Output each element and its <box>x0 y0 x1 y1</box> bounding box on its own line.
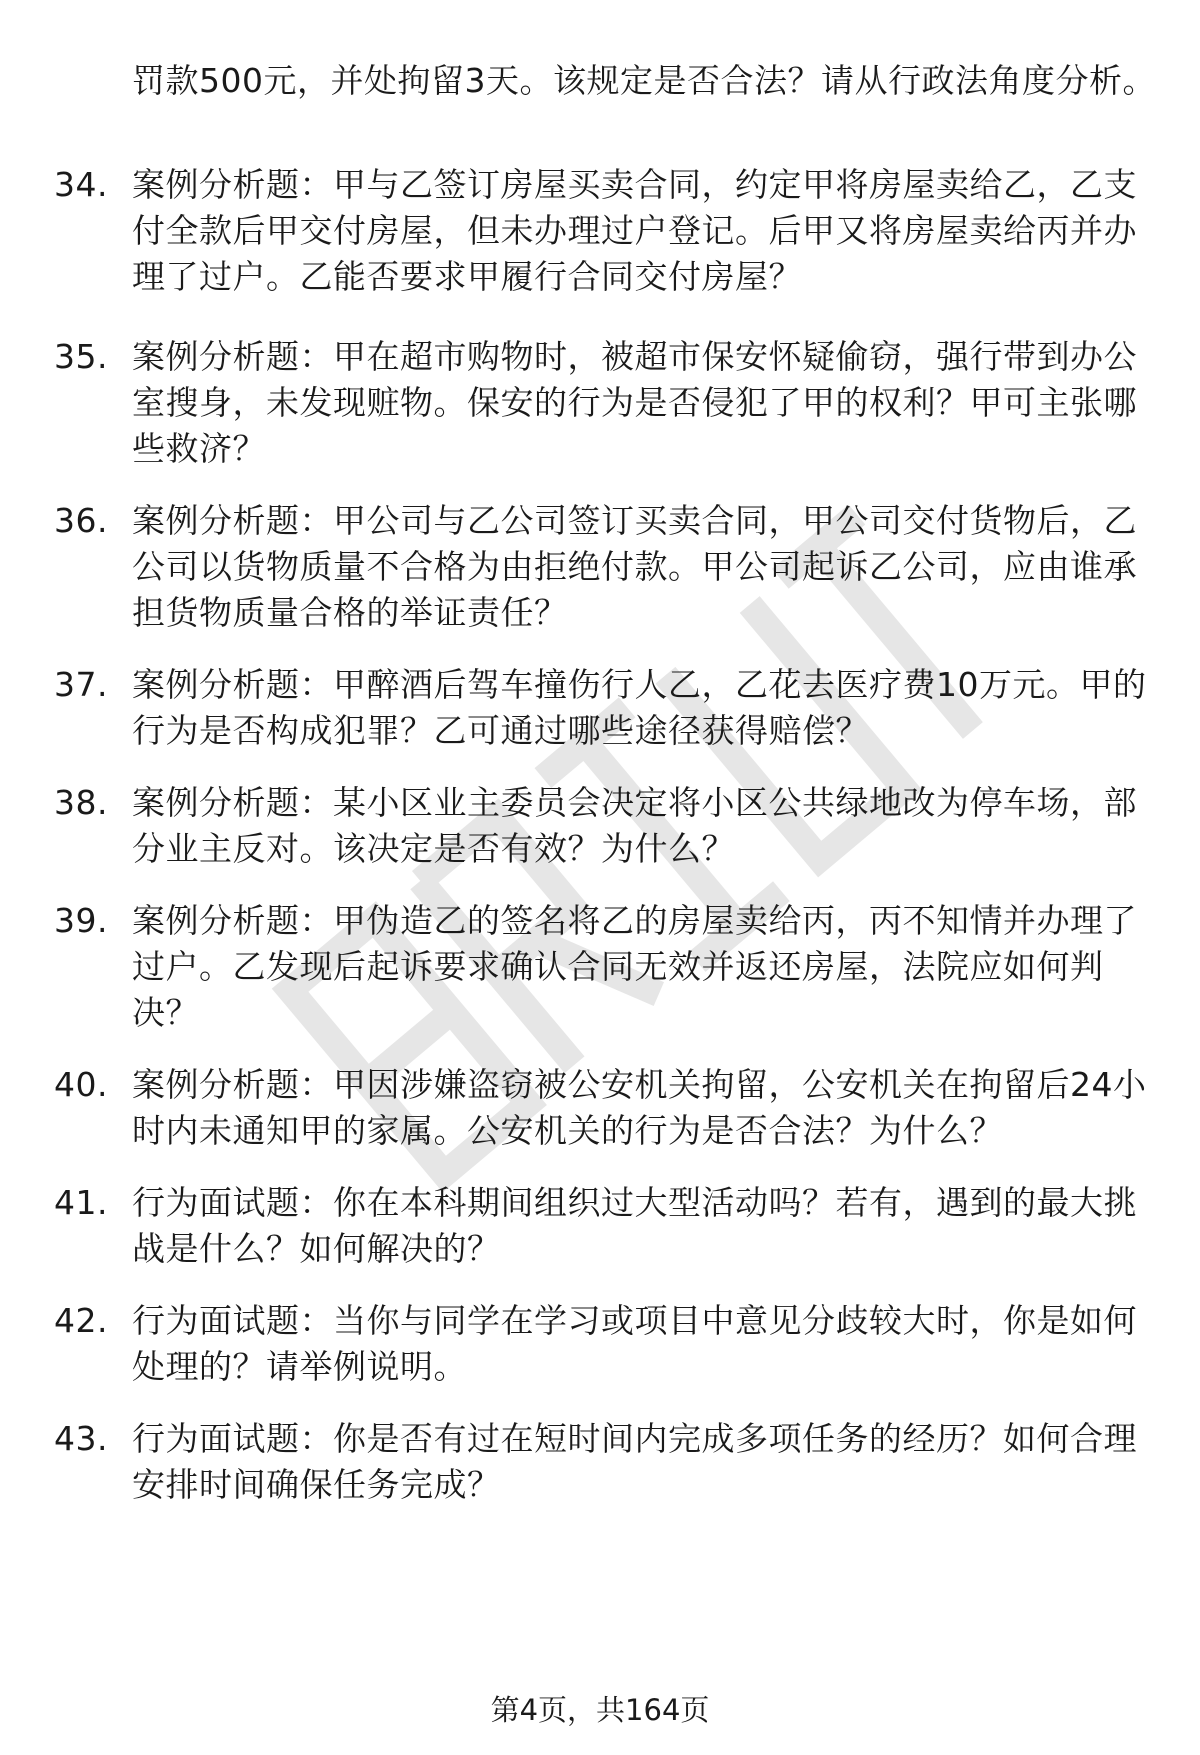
question-item <box>54 162 1164 300</box>
question-number: 39. <box>54 901 108 940</box>
question-text: 行为面试题：你在本科期间组织过大型活动吗？若有，遇到的最大挑战是什么？如何解决的？ <box>132 1183 1137 1268</box>
question-number: 40. <box>54 1065 108 1104</box>
question-number: 34. <box>54 165 108 204</box>
question-number: 36. <box>54 501 108 540</box>
question-number: 41. <box>54 1183 108 1222</box>
question-item <box>54 662 1164 754</box>
continued-question-text: 罚款500元，并处拘留3天。该规定是否合法？请从行政法角度分析。 <box>132 61 1156 100</box>
question-text: 案例分析题：某小区业主委员会决定将小区公共绿地改为停车场，部分业主反对。该决定是否有效？为什么？ <box>132 783 1137 868</box>
question-item <box>54 498 1164 636</box>
question-item <box>54 1062 1164 1154</box>
question-text: 案例分析题：甲醉酒后驾车撞伤行人乙，乙花去医疗费10万元。甲的行为是否构成犯罪？乙可通过哪些途径获得赔偿？ <box>132 665 1147 750</box>
page-footer: 第4页，共164页 <box>490 1693 710 1727</box>
question-number: 42. <box>54 1301 108 1340</box>
question-item <box>54 898 1164 1036</box>
question-text: 案例分析题：甲公司与乙公司签订买卖合同，甲公司交付货物后，乙公司以货物质量不合格为由拒绝付款。甲公司起诉乙公司，应由谁承担货物质量合格的举证责任？ <box>132 501 1137 632</box>
question-item <box>54 1298 1164 1390</box>
question-number: 38. <box>54 783 108 822</box>
question-text: 案例分析题：甲与乙签订房屋买卖合同，约定甲将房屋卖给乙，乙支付全款后甲交付房屋，但未办理过户登记。后甲又将房屋卖给丙并办理了过户。乙能否要求甲履行合同交付房屋？ <box>132 165 1137 296</box>
question-text: 行为面试题：当你与同学在学习或项目中意见分歧较大时，你是如何处理的？请举例说明。 <box>132 1301 1137 1386</box>
question-item <box>54 1416 1164 1508</box>
question-item <box>54 334 1164 472</box>
question-text: 案例分析题：甲因涉嫌盗窃被公安机关拘留，公安机关在拘留后24小时内未通知甲的家属。公安机关的行为是否合法？为什么？ <box>132 1065 1147 1150</box>
question-item <box>54 1180 1164 1272</box>
question-text: 案例分析题：甲在超市购物时，被超市保安怀疑偷窃，强行带到办公室搜身，未发现赃物。保安的行为是否侵犯了甲的权利？甲可主张哪些救济？ <box>132 337 1137 468</box>
question-number: 37. <box>54 665 108 704</box>
question-text: 行为面试题：你是否有过在短时间内完成多项任务的经历？如何合理安排时间确保任务完成？ <box>132 1419 1137 1504</box>
question-number: 43. <box>54 1419 108 1458</box>
question-item <box>54 780 1164 872</box>
question-text: 案例分析题：甲伪造乙的签名将乙的房屋卖给丙，丙不知情并办理了过户。乙发现后起诉要求确认合同无效并返还房屋，法院应如何判决？ <box>132 901 1137 1032</box>
question-number: 35. <box>54 337 108 376</box>
